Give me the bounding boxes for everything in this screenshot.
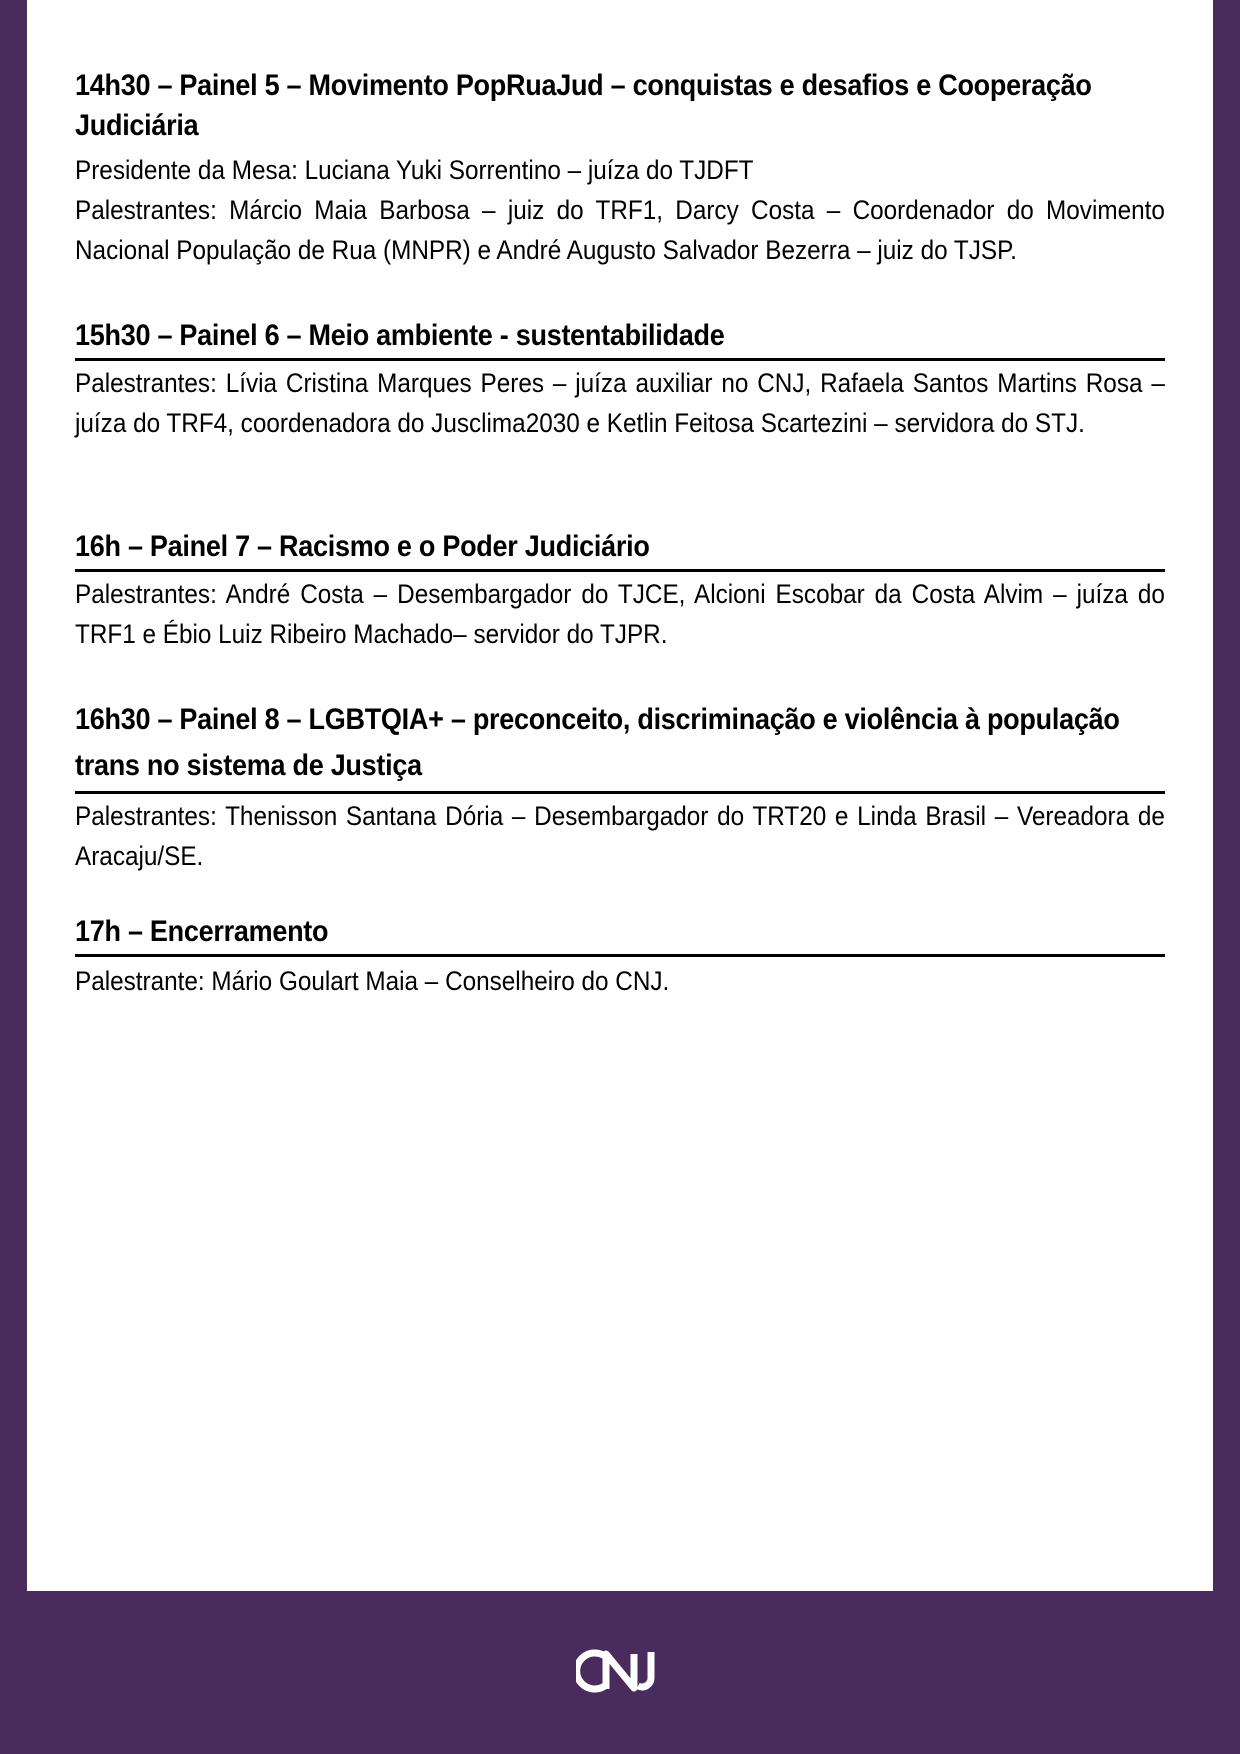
session-painel-7 [75,527,1165,654]
session-speakers: Palestrantes: André Costa – Desembargador do TJCE, Alcioni Escobar da Costa Alvim – juíza do TRF1 e Ébio Luiz Ribeiro Machado– servidor do TJPR. [75,579,1165,649]
session-heading: 16h30 – Painel 8 – LGBTQIA+ – preconceito, discriminação e violência à população trans no sistema de Justiça [75,703,1120,782]
session-heading: 14h30 – Painel 5 – Movimento PopRuaJud – conquistas e desafios e Cooperação Judiciária [75,69,1092,142]
session-painel-6 [75,316,1165,443]
cnj-logo [576,1648,666,1694]
session-painel-5 [75,66,1165,270]
heading-underline [75,912,1165,957]
session-painel-8 [75,697,1165,876]
session-speakers: Palestrantes: Thenisson Santana Dória – Desembargador do TRT20 e Linda Brasil – Vereadora de Aracaju/SE. [75,801,1165,871]
document-page [27,0,1213,1591]
session-speakers: Palestrantes: Lívia Cristina Marques Peres – juíza auxiliar no CNJ, Rafaela Santos Martins Rosa – juíza do TRF4, coordenadora do Jusclima2030 e Ketlin Feitosa Scartezini – servidora do STJ. [75,368,1165,438]
session-heading: 17h – Encerramento [75,915,329,948]
heading-underline [75,316,1165,361]
session-chair: Presidente da Mesa: Luciana Yuki Sorrentino – juíza do TJDFT [75,155,754,185]
session-encerramento [75,912,1165,1001]
heading-underline [75,527,1165,572]
session-heading: 16h – Painel 7 – Racismo e o Poder Judiciário [75,530,650,563]
session-heading: 15h30 – Painel 6 – Meio ambiente - sustentabilidade [75,319,725,352]
session-speakers: Palestrantes: Márcio Maia Barbosa – juiz do TRF1, Darcy Costa – Coordenador do Movimento Nacional População de Rua (MNPR) e André Augusto Salvador Bezerra – juiz do TJSP. [75,195,1165,265]
session-speakers: Palestrante: Mário Goulart Maia – Conselheiro do CNJ. [75,966,670,996]
heading-underline [75,697,1165,794]
